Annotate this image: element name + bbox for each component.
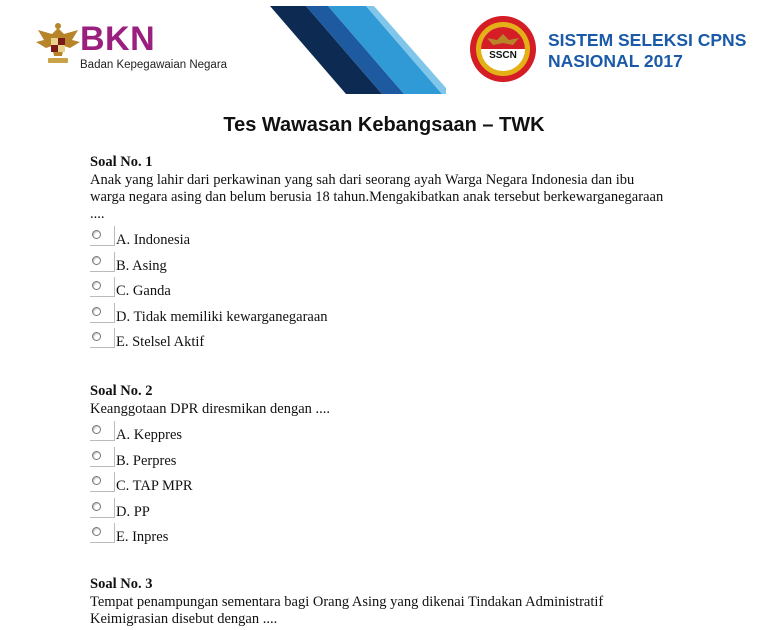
- option-d[interactable]: [90, 303, 690, 329]
- radio-button[interactable]: [92, 281, 101, 290]
- question-label: Soal No. 2: [90, 383, 153, 399]
- option-list: [90, 226, 690, 354]
- radio-button[interactable]: [92, 451, 101, 460]
- option-a[interactable]: [90, 226, 690, 252]
- radio-button[interactable]: [92, 332, 101, 341]
- sscn-seal-text: SSCN: [489, 50, 517, 61]
- option-label: D. PP: [116, 503, 150, 520]
- sscn-seal-icon: [468, 14, 538, 84]
- option-e[interactable]: [90, 523, 690, 549]
- sscn-title-line2: NASIONAL 2017: [548, 51, 683, 71]
- radio-button[interactable]: [92, 256, 101, 265]
- option-label: A. Keppres: [116, 427, 183, 443]
- question-text: Anak yang lahir dari perkawinan yang sah dari seorang ayah Warga Negara Indonesia dan ibu warga negara asing dan belum berusia 18 tahun.Mengakibatkan anak tersebut berkewarganegaraan ....: [90, 172, 664, 222]
- option-label: D. Tidak memiliki kewarganegaraan: [116, 308, 328, 325]
- option-list: [90, 421, 690, 549]
- question-text: Keanggotaan DPR diresmikan dengan ....: [90, 401, 331, 417]
- question-1: [90, 154, 690, 354]
- option-label: C. TAP MPR: [116, 478, 193, 494]
- question-label: Soal No. 3: [90, 576, 153, 592]
- option-label: B. Perpres: [116, 452, 177, 469]
- option-label: B. Asing: [116, 257, 167, 274]
- option-label: E. Inpres: [116, 529, 169, 545]
- question-2: [90, 383, 690, 549]
- radio-button[interactable]: [92, 307, 101, 316]
- option-b[interactable]: [90, 252, 690, 278]
- radio-button[interactable]: [92, 476, 101, 485]
- bkn-subtitle: Badan Kepegawaian Negara: [80, 59, 228, 71]
- question-text: Tempat penampungan sementara bagi Orang Asing yang dikenai Tindakan Administratif Keimigrasian disebut dengan ....: [90, 594, 604, 627]
- radio-button[interactable]: [92, 230, 101, 239]
- page-header: [0, 0, 768, 96]
- option-d[interactable]: [90, 498, 690, 524]
- option-e[interactable]: [90, 328, 690, 354]
- option-c[interactable]: [90, 277, 690, 303]
- decorative-stripes: [270, 6, 446, 94]
- radio-button[interactable]: [92, 425, 101, 434]
- option-label: E. Stelsel Aktif: [116, 334, 205, 350]
- question-label: Soal No. 1: [90, 154, 153, 170]
- question-3: [90, 576, 690, 628]
- sscn-title-line1: SISTEM SELEKSI CPNS: [548, 30, 747, 50]
- option-label: A. Indonesia: [116, 232, 191, 248]
- option-b[interactable]: [90, 447, 690, 473]
- radio-button[interactable]: [92, 502, 101, 511]
- page-title: Tes Wawasan Kebangsaan – TWK: [223, 114, 545, 136]
- bkn-logo-text: BKN: [80, 20, 156, 58]
- option-label: C. Ganda: [116, 283, 171, 299]
- garuda-emblem-icon: [34, 22, 82, 68]
- option-c[interactable]: [90, 472, 690, 498]
- radio-button[interactable]: [92, 527, 101, 536]
- option-a[interactable]: [90, 421, 690, 447]
